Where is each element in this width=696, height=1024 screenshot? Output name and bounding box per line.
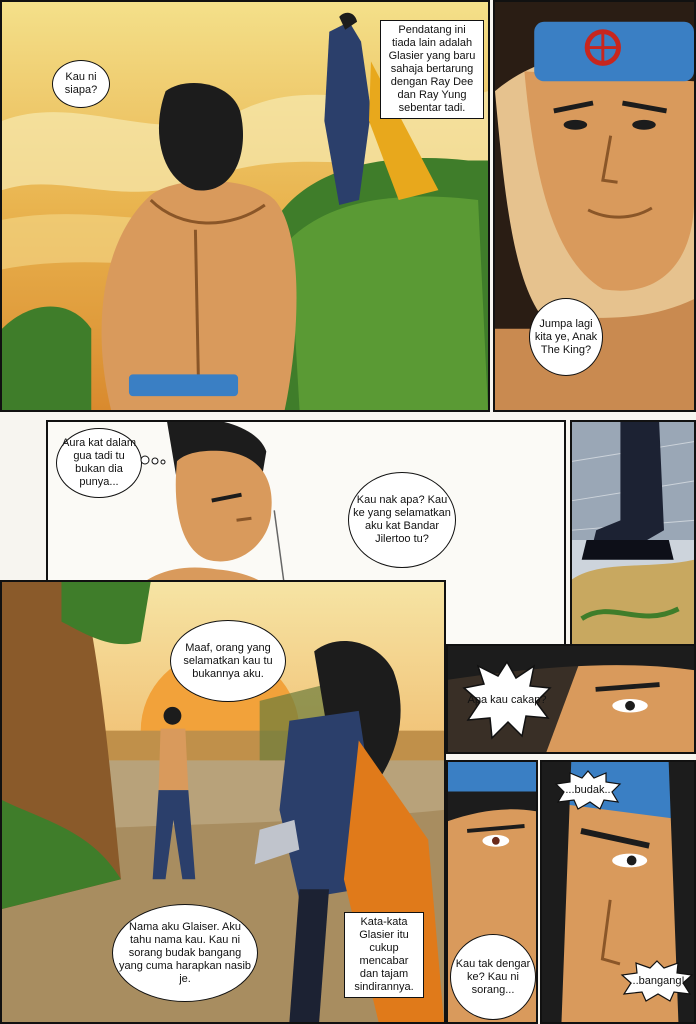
boot-art: [572, 422, 694, 662]
speech-text: Maaf, orang yang selamatkan kau tu bukannya aku.: [183, 641, 273, 680]
panel-boot-step: [570, 420, 696, 664]
speech-bubble-nama-aku: [112, 904, 258, 1002]
speech-text: Kau ni siapa?: [64, 71, 98, 96]
burst-text: Apa kau cakap?: [467, 693, 547, 706]
burst-text: ...budak..: [565, 783, 611, 796]
burst-bubble-bangang: [620, 960, 694, 1002]
narration-caption: [380, 20, 484, 119]
panel-cliff-sunset: [0, 0, 490, 412]
caption-text: Pendatang ini tiada lain adalah Glasier yang baru sahaja bertarung dengan Ray Dee dan Ray Yung sebentar tadi.: [388, 24, 476, 114]
burst-bubble-budak: [554, 770, 622, 810]
speech-text: Kau tak dengar ke? Kau ni sorang...: [455, 957, 531, 996]
panel-confrontation-sun: [0, 580, 446, 1024]
panel-half-face: [446, 760, 538, 1024]
speech-text: Nama aku Glaiser. Aku tahu nama kau. Kau ni sorang budak bangang yang cuma harapkan nasib je.: [118, 920, 252, 985]
speech-bubble-maaf: [170, 620, 286, 702]
caption-text: Kata-kata Glasier itu cukup mencabar dan tajam sindirannya.: [354, 916, 414, 993]
panel-angry-face: [540, 760, 696, 1024]
thought-text: Aura kat dalam gua tadi tu bukan dia punya...: [62, 437, 136, 488]
speech-bubble-jumpa: [529, 298, 603, 376]
speech-bubble-kau-tak-dengar: [450, 934, 536, 1020]
speech-bubble-kau-nak-apa: [348, 472, 456, 568]
speech-text: Kau nak apa? Kau ke yang selamatkan aku kat Bandar Jilertoo tu?: [353, 494, 451, 545]
thought-bubble-aura: [56, 428, 142, 498]
panel-headband-closeup: [493, 0, 696, 412]
burst-text: ...bangang!: [629, 974, 685, 987]
narration-caption-kata-kata: [344, 912, 424, 998]
speech-text: Jumpa lagi kita ye, Anak The King?: [534, 317, 598, 356]
burst-bubble-apa-kau-cakap: [462, 660, 552, 740]
thought-trail-dots: [140, 452, 170, 468]
speech-bubble-who: [52, 60, 110, 108]
panel-eyes-closeup: [446, 644, 696, 754]
